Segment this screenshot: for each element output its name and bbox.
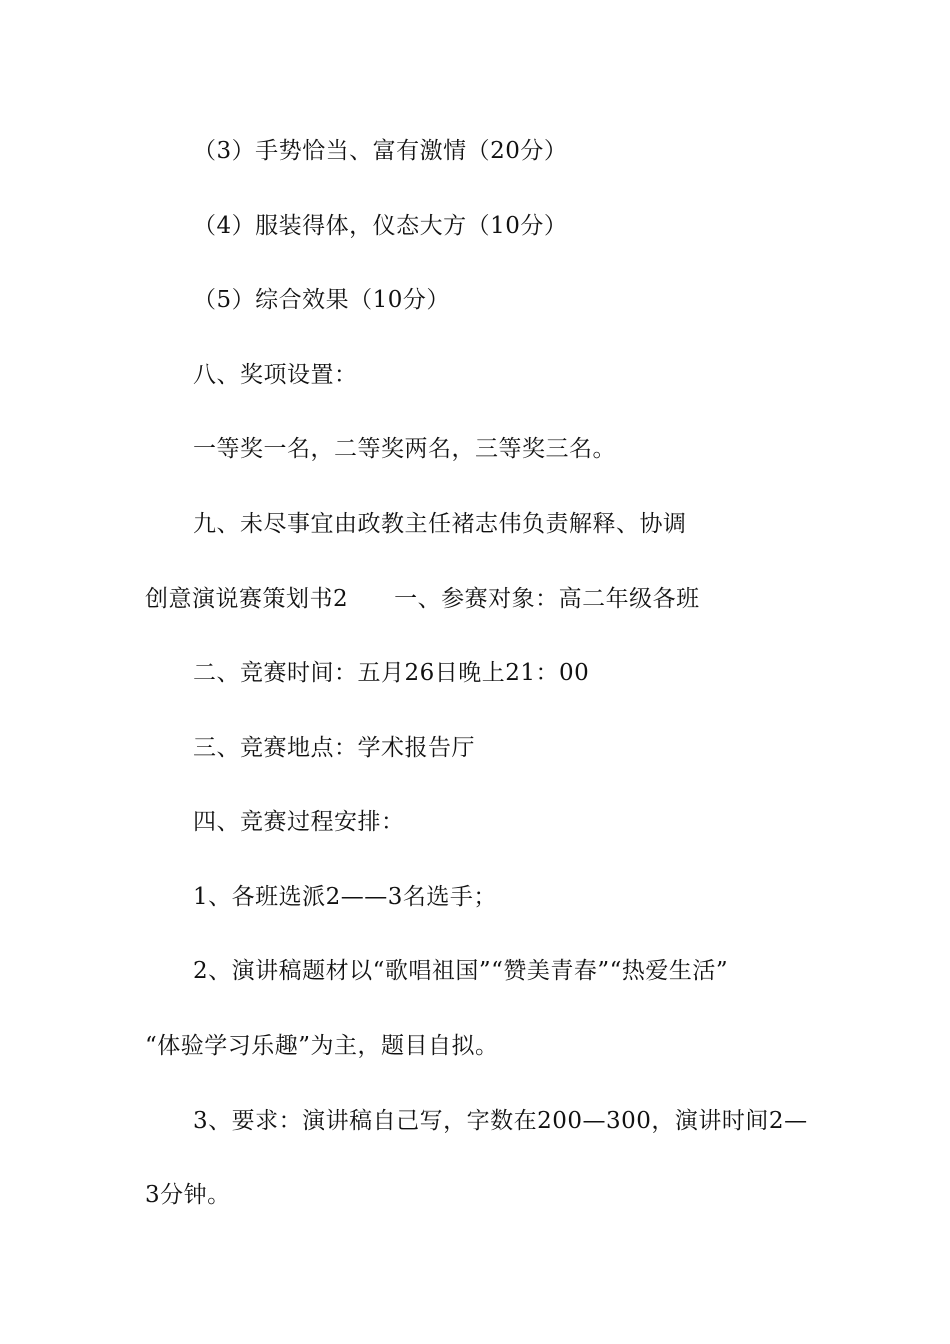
scoring-item-3: （3）手势恰当、富有激情（20分） xyxy=(193,138,568,164)
awards-text: 一等奖一名，二等奖两名，三等奖三名。 xyxy=(193,436,616,462)
plan-title-line xyxy=(145,584,700,614)
scoring-item-4: （4）服装得体，仪态大方（10分） xyxy=(193,213,568,239)
plan-title: 创意演说赛策划书2 xyxy=(145,586,349,612)
arrangement-item-1: 1、各班选派2——3名选手； xyxy=(193,884,497,910)
arrangement-item-3: 3、要求：演讲稿自己写，字数在200—300，演讲时间2— xyxy=(193,1108,808,1134)
arrangement-item-2-continued: “体验学习乐趣”为主，题目自拟。 xyxy=(145,1033,499,1059)
arrangement-item-2: 2、演讲稿题材以“歌唱祖国”“赞美青春”“热爱生活” xyxy=(193,958,729,984)
section-heading-misc: 九、未尽事宜由政教主任褚志伟负责解释、协调 xyxy=(193,511,687,537)
section-heading-arrangement: 四、竞赛过程安排： xyxy=(193,809,405,835)
competition-time: 二、竞赛时间：五月26日晚上21：00 xyxy=(193,660,590,686)
competition-location: 三、竞赛地点：学术报告厅 xyxy=(193,735,475,761)
arrangement-item-3-continued: 3分钟。 xyxy=(145,1182,231,1208)
participants-text: 一、参赛对象：高二年级各班 xyxy=(394,586,700,612)
section-heading-awards: 八、奖项设置： xyxy=(193,362,358,388)
scoring-item-5: （5）综合效果（10分） xyxy=(193,287,450,313)
